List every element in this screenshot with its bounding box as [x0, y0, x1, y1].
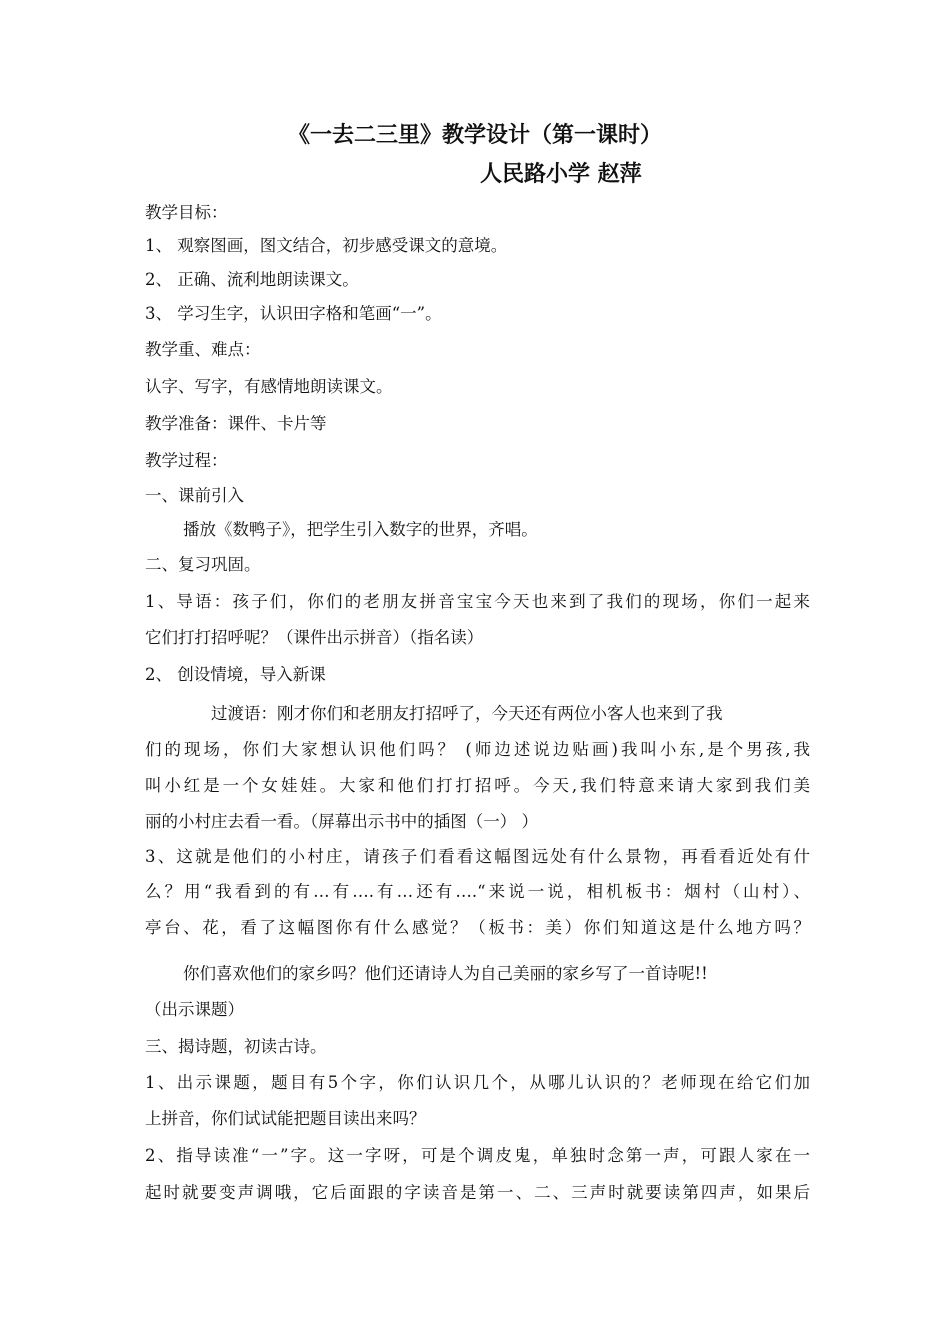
text-line: 起时就要变声调哦，它后面跟的字读音是第一、二、三声时就要读第四声，如果后	[145, 1183, 810, 1202]
text-line: 你们喜欢他们的家乡吗？他们还请诗人为自己美丽的家乡写了一首诗呢!!	[183, 964, 708, 983]
document-title: 《一去二三里》教学设计（第一课时）	[287, 122, 662, 148]
text-line: 教学重、难点：	[145, 340, 261, 359]
text-line: 教学过程：	[145, 451, 228, 470]
text-line: 二、复习巩固。	[145, 555, 261, 574]
text-line: 三、揭诗题，初读古诗。	[145, 1037, 327, 1056]
text-line: 教学目标：	[145, 203, 228, 222]
text-line: 教学准备：课件、卡片等	[145, 414, 327, 433]
text-line: 么？用“我看到的有…有….有…还有….“来说一说，相机板书：烟村（山村）、	[145, 882, 810, 901]
text-line: 1、导语：孩子们，你们的老朋友拼音宝宝今天也来到了我们的现场，你们一起来	[145, 592, 810, 611]
text-line: 1、 观察图画，图文结合，初步感受课文的意境。	[145, 236, 508, 255]
text-line: 2、指导读准“一”字。这一字呀，可是个调皮鬼，单独时念第一声，可跟人家在一	[145, 1146, 810, 1165]
text-line: 2、 创设情境，导入新课	[145, 665, 326, 684]
text-line: 播放《数鸭子》，把学生引入数字的世界，齐唱。	[183, 520, 538, 539]
text-line: 上拼音，你们试试能把题目读出来吗？	[145, 1109, 426, 1128]
text-line: 它们打打招呼呢？（课件出示拼音）（指名读）	[145, 628, 484, 647]
text-line: （出示课题）	[145, 1000, 244, 1019]
text-line: 过渡语：刚才你们和老朋友打招呼了，今天还有两位小客人也来到了我	[211, 704, 723, 723]
text-line: 2、 正确、流利地朗读课文。	[145, 270, 359, 289]
document-author: 人民路小学 赵萍	[480, 161, 642, 187]
text-line: 1、出示课题，题目有5个字，你们认识几个，从哪儿认识的？老师现在给它们加	[145, 1073, 810, 1092]
text-line: 亭台、花，看了这幅图你有什么感觉？（板书：美）你们知道这是什么地方吗？	[145, 918, 810, 937]
text-line: 们的现场，你们大家想认识他们吗？ (师边述说边贴画)我叫小东,是个男孩,我	[145, 740, 810, 759]
text-line: 3、这就是他们的小村庄，请孩子们看看这幅图远处有什么景物，再看看近处有什	[145, 847, 810, 866]
text-line: 认字、写字，有感情地朗读课文。	[145, 377, 393, 396]
text-line: 3、 学习生字，认识田字格和笔画“一”。	[145, 304, 442, 323]
text-line: 叫小红是一个女娃娃。大家和他们打打招呼。今天,我们特意来请大家到我们美	[145, 776, 810, 795]
text-line: 一、课前引入	[145, 486, 244, 505]
text-line: 丽的小村庄去看一看。（屏幕出示书中的插图（一） ）	[145, 812, 538, 831]
